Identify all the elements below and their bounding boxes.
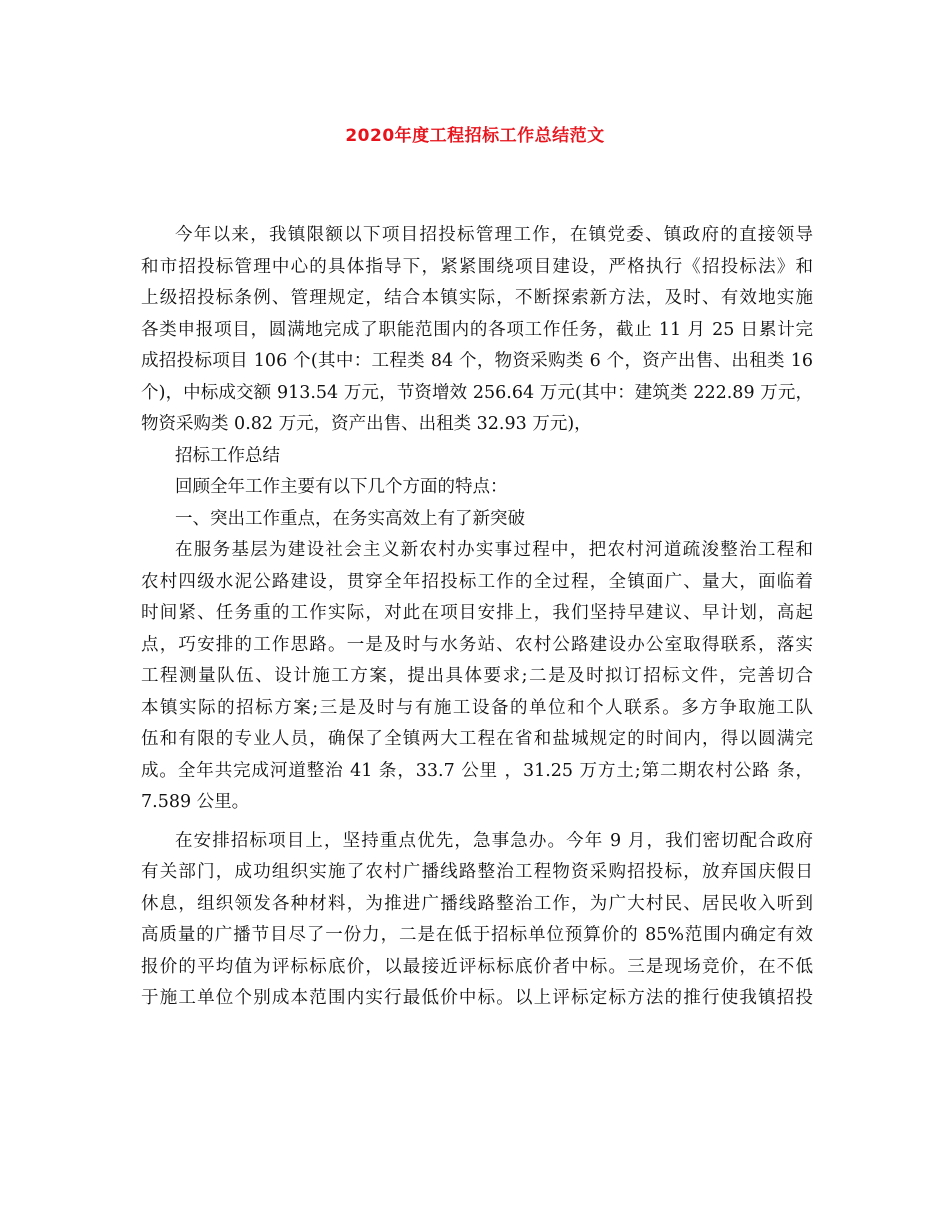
paragraph-line: 和市招投标管理中心的具体指导下，紧紧围绕项目建设，严格执行《招投标法》和 [141, 256, 813, 277]
paragraph-line: 物资采购类 0.82 万元，资产出售、出租类 32.93 万元)， [141, 414, 592, 434]
paragraph-line: 休息，组织领发各种材料，为推进广播线路整治工作，为广大村民、居民收入听到 [141, 893, 813, 914]
paragraph-line: 伍和有限的专业人员，确保了全镇两大工程在省和盐城规定的时间内，得以圆满完 [141, 729, 813, 749]
paragraph-line: 成招投标项目 106 个(其中：工程类 84 个，物资采购类 6 个，资产出售、出租类 16 [141, 351, 813, 371]
paragraph-line: 于施工单位个别成本范围内实行最低价中标。以上评标定标方法的推行使我镇招投 [141, 988, 813, 1008]
paragraph-line: 成。全年共完成河道整治 41 条，33.7 公里 ，31.25 万方土;第二期农村公路 条， [141, 760, 813, 781]
paragraph-line: 高质量的广播节目尽了一份力，二是在低于招标单位预算价的 85%范围内确定有效 [141, 925, 813, 945]
paragraph-line: 个)，中标成交额 913.54 万元，节资增效 256.64 万元(其中：建筑类 222.89 万元， [141, 382, 813, 403]
paragraph-line: 在服务基层为建设社会主义新农村办实事过程中，把农村河道疏浚整治工程和 [175, 540, 813, 560]
paragraph-gap [141, 819, 813, 826]
paragraph-line: 有关部门，成功组织实施了农村广播线路整治工程物资采购招投标，放弃国庆假日 [141, 862, 813, 882]
document-body [141, 220, 813, 1015]
section-heading: 一、突出工作重点，在务实高效上有了新突破 [175, 508, 525, 529]
paragraph-line: 报价的平均值为评标标底价，以最接近评标标底价者中标。三是现场竞价，在不低 [141, 956, 813, 977]
paragraph-line: 在安排招标项目上，坚持重点优先，急事急办。今年 9 月，我们密切配合政府 [175, 830, 813, 851]
paragraph-line: 农村四级水泥公路建设，贯穿全年招投标工作的全过程，全镇面广、量大，面临着 [141, 571, 813, 592]
paragraph-line: 上级招投标条例、管理规定，结合本镇实际，不断探索新方法，及时、有效地实施 [141, 288, 813, 308]
paragraph-line: 回顾全年工作主要有以下几个方面的特点： [175, 477, 508, 497]
paragraph-line: 各类申报项目，圆满地完成了职能范围内的各项工作任务，截止 11 月 25 日累计完 [141, 319, 813, 340]
paragraph-line: 7.589 公里。 [141, 792, 250, 812]
paragraph-line: 今年以来，我镇限额以下项目招投标管理工作，在镇党委、镇政府的直接领导 [175, 225, 813, 245]
paragraph-line: 工程测量队伍、设计施工方案，提出具体要求;二是及时拟订招标文件，完善切合 [141, 666, 813, 686]
paragraph-line: 点，巧安排的工作思路。一是及时与水务站、农村公路建设办公室取得联系，落实 [141, 634, 813, 655]
paragraph-line: 本镇实际的招标方案;三是及时与有施工设备的单位和个人联系。多方争取施工队 [141, 697, 813, 718]
paragraph-line: 时间紧、任务重的工作实际，对此在项目安排上，我们坚持早建议、早计划，高起 [141, 603, 813, 623]
section-heading: 招标工作总结 [175, 445, 280, 466]
document-title: 2020年度工程招标工作总结范文 [345, 126, 605, 146]
